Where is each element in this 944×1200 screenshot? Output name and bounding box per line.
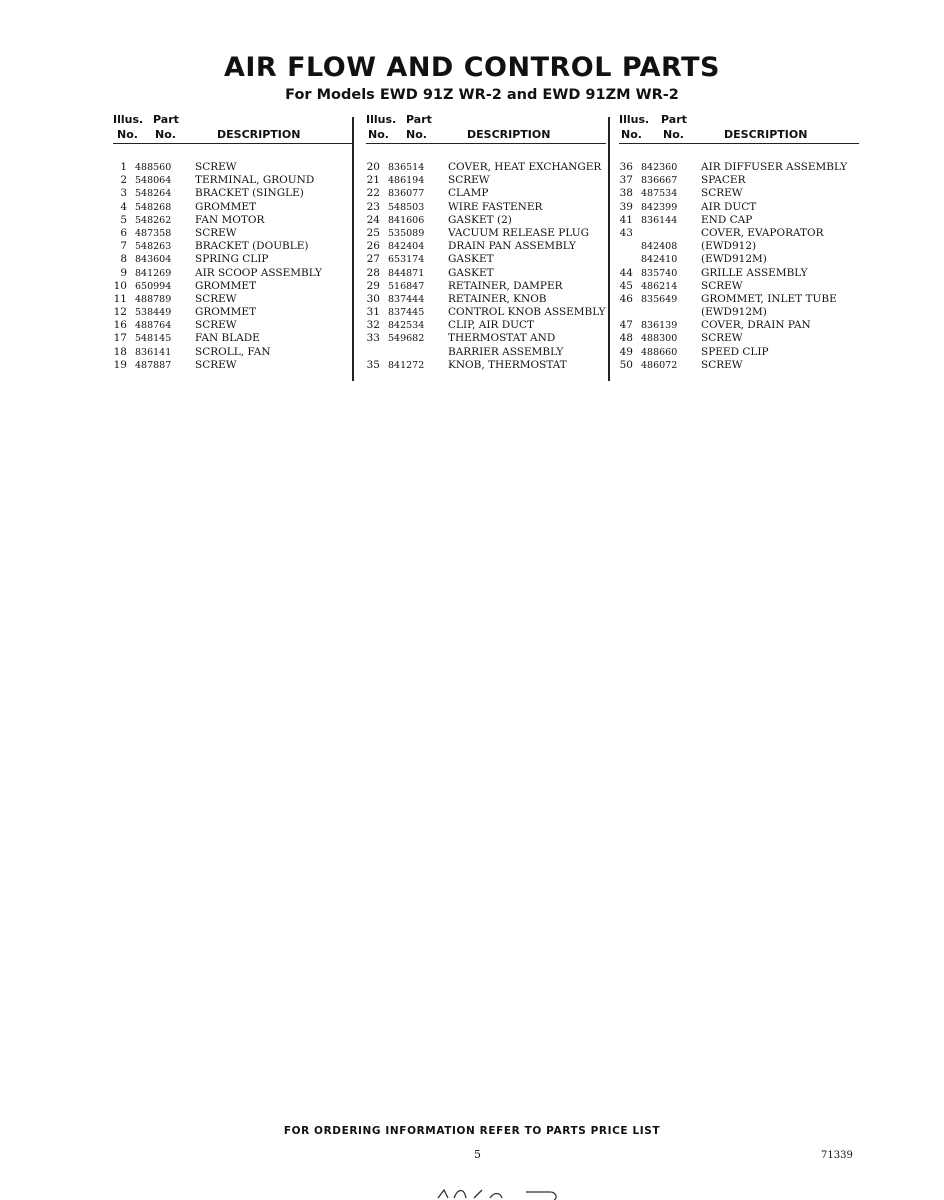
part-no: 488789 — [135, 293, 172, 305]
part-no: 837445 — [388, 307, 425, 319]
illus-no: 33 — [366, 332, 380, 345]
header-part: Part — [153, 113, 179, 126]
part-description: GROMMET — [195, 200, 257, 213]
parts-row — [113, 346, 353, 359]
part-description: BARRIER ASSEMBLY — [448, 345, 564, 358]
parts-row — [366, 253, 611, 266]
illus-no: 50 — [619, 358, 633, 371]
part-description: GASKET — [448, 266, 494, 279]
illus-no: 20 — [366, 161, 380, 173]
parts-row — [619, 319, 859, 332]
ordering-info-footer: FOR ORDERING INFORMATION REFER TO PARTS PRICE LIST — [283, 1125, 661, 1137]
parts-row — [113, 187, 353, 200]
part-description: AIR DUCT — [701, 200, 757, 213]
parts-row — [619, 306, 859, 319]
parts-row — [113, 214, 353, 227]
header-illus-no: No. — [368, 128, 389, 141]
header-part: Part — [661, 113, 687, 126]
part-no: 486194 — [388, 175, 425, 187]
illus-no: 28 — [366, 266, 380, 279]
part-no: 836077 — [388, 188, 425, 200]
part-no: 488764 — [135, 320, 172, 332]
part-no: 549682 — [388, 333, 425, 345]
parts-row — [619, 201, 859, 214]
part-description: SCREW — [195, 226, 237, 239]
illus-no: 6 — [120, 226, 127, 239]
part-description: SPRING CLIP — [195, 253, 269, 266]
parts-row — [619, 267, 859, 280]
parts-column-1 — [113, 113, 353, 371]
column-header — [619, 113, 859, 143]
parts-row — [619, 187, 859, 200]
parts-row — [366, 359, 611, 372]
parts-row — [366, 161, 611, 174]
illus-no: 24 — [366, 213, 380, 226]
parts-row — [619, 293, 859, 306]
parts-row — [113, 280, 353, 293]
parts-row — [619, 161, 859, 174]
parts-row — [366, 227, 611, 240]
illus-no: 8 — [120, 253, 127, 266]
header-description: DESCRIPTION — [467, 128, 551, 141]
part-description: BRACKET (SINGLE) — [195, 187, 304, 200]
header-part-no: No. — [155, 128, 176, 141]
page-subtitle: For Models EWD 91Z WR-2 and EWD 91ZM WR-2 — [285, 87, 679, 103]
header-part-no: No. — [406, 128, 427, 141]
part-no: 548263 — [135, 241, 172, 253]
parts-row — [113, 332, 353, 345]
part-no: 538449 — [135, 307, 172, 319]
illus-no: 44 — [619, 266, 633, 279]
parts-row — [113, 253, 353, 266]
header-part: Part — [406, 113, 432, 126]
part-no: 836144 — [641, 214, 678, 226]
part-description: (EWD912M) — [701, 253, 767, 266]
illus-no: 7 — [120, 240, 127, 253]
parts-row — [113, 267, 353, 280]
part-description: SCREW — [195, 358, 237, 371]
illus-no: 26 — [366, 240, 380, 253]
parts-row — [366, 187, 611, 200]
parts-row — [619, 332, 859, 345]
part-no: 841272 — [388, 359, 425, 371]
illus-no: 37 — [619, 174, 633, 187]
column-header — [366, 113, 611, 143]
part-no: 836667 — [641, 175, 678, 187]
part-description: THERMOSTAT AND — [448, 332, 556, 345]
parts-row — [113, 174, 353, 187]
illus-no: 4 — [120, 200, 127, 213]
part-no: 535089 — [388, 227, 425, 239]
part-no: 836139 — [641, 320, 678, 332]
part-no: 548262 — [135, 214, 172, 226]
header-underline — [113, 143, 353, 144]
illus-no: 25 — [366, 226, 380, 239]
part-description: SCROLL, FAN — [195, 345, 271, 358]
parts-row — [619, 227, 859, 240]
part-description: SCREW — [701, 279, 743, 292]
parts-row — [366, 306, 611, 319]
part-description: SCREW — [701, 332, 743, 345]
illus-no: 32 — [366, 319, 380, 332]
page-number: 5 — [474, 1148, 481, 1161]
parts-row — [113, 293, 353, 306]
document-number: 71339 — [821, 1150, 853, 1161]
part-no: 487534 — [641, 188, 678, 200]
part-no: 650994 — [135, 280, 172, 292]
part-no: 841606 — [388, 214, 425, 226]
header-illus: Illus. — [113, 113, 144, 126]
illus-no: 30 — [366, 292, 380, 305]
parts-row — [366, 319, 611, 332]
parts-row — [366, 214, 611, 227]
illus-no: 11 — [113, 292, 127, 305]
part-no: 842404 — [388, 241, 425, 253]
parts-column-3 — [619, 113, 859, 371]
illus-no: 1 — [120, 161, 127, 173]
illus-no: 9 — [120, 266, 127, 279]
part-no: 653174 — [388, 254, 425, 266]
part-description: SPACER — [701, 174, 746, 187]
illus-no: 39 — [619, 200, 633, 213]
part-no: 488660 — [641, 346, 678, 358]
illus-no: 23 — [366, 200, 380, 213]
part-description: WIRE FASTENER — [448, 200, 543, 213]
header-illus-no: No. — [117, 128, 138, 141]
parts-row — [366, 280, 611, 293]
part-description: SCREW — [701, 187, 743, 200]
illus-no: 10 — [113, 279, 127, 292]
part-description: VACUUM RELEASE PLUG — [448, 226, 589, 239]
illus-no: 45 — [619, 279, 633, 292]
part-no: 835649 — [641, 293, 678, 305]
illus-no: 36 — [619, 161, 633, 173]
column-divider — [608, 117, 610, 381]
part-no: 843604 — [135, 254, 172, 266]
parts-row — [366, 240, 611, 253]
parts-row — [113, 306, 353, 319]
part-description: GROMMET, INLET TUBE — [701, 292, 837, 305]
header-illus: Illus. — [366, 113, 397, 126]
parts-row — [366, 346, 611, 359]
header-description: DESCRIPTION — [217, 128, 301, 141]
header-illus: Illus. — [619, 113, 650, 126]
part-no: 487358 — [135, 227, 172, 239]
part-no: 836514 — [388, 162, 425, 173]
illus-no: 41 — [619, 213, 633, 226]
part-no: 548268 — [135, 201, 172, 213]
part-no: 841269 — [135, 267, 172, 279]
page-title: AIR FLOW AND CONTROL PARTS — [223, 52, 721, 83]
part-description: CLAMP — [448, 187, 489, 200]
part-no: 837444 — [388, 293, 425, 305]
part-description: RETAINER, DAMPER — [448, 279, 563, 292]
parts-row — [619, 346, 859, 359]
illus-no: 2 — [120, 174, 127, 187]
part-no: 842408 — [641, 241, 678, 253]
part-no: 516847 — [388, 280, 425, 292]
part-no: 488300 — [641, 333, 678, 345]
part-description: CLIP, AIR DUCT — [448, 319, 535, 332]
part-no: 548064 — [135, 175, 172, 187]
part-no: 487887 — [135, 359, 172, 371]
parts-list — [619, 161, 859, 372]
part-description: (EWD912) — [701, 240, 757, 253]
part-no: 486072 — [641, 359, 678, 371]
part-description: (EWD912M) — [701, 306, 767, 319]
illus-no: 5 — [120, 213, 127, 226]
parts-row — [366, 293, 611, 306]
parts-row — [366, 267, 611, 280]
illus-no: 17 — [113, 332, 127, 345]
illus-no: 49 — [619, 345, 633, 358]
part-description: GROMMET — [195, 279, 257, 292]
part-description: SCREW — [195, 161, 237, 173]
part-description: KNOB, THERMOSTAT — [448, 358, 567, 371]
part-no: 844871 — [388, 267, 425, 279]
part-description: CONTROL KNOB ASSEMBLY — [448, 306, 606, 319]
part-description: SCREW — [195, 319, 237, 332]
part-description: BRACKET (DOUBLE) — [195, 240, 309, 253]
part-description: COVER, HEAT EXCHANGER — [448, 161, 602, 173]
part-description: GASKET — [448, 253, 494, 266]
part-no: 548503 — [388, 201, 425, 213]
part-description: COVER, DRAIN PAN — [701, 319, 811, 332]
part-no: 486214 — [641, 280, 678, 292]
parts-row — [113, 319, 353, 332]
part-no: 842399 — [641, 201, 678, 213]
part-description: FAN BLADE — [195, 332, 260, 345]
parts-row — [619, 174, 859, 187]
part-description: DRAIN PAN ASSEMBLY — [448, 240, 576, 253]
parts-column-2 — [366, 113, 611, 371]
part-description: AIR SCOOP ASSEMBLY — [195, 266, 322, 279]
part-description: SCREW — [195, 292, 237, 305]
part-no: 842534 — [388, 320, 425, 332]
part-description: GASKET (2) — [448, 213, 512, 226]
column-divider — [352, 117, 354, 381]
header-underline — [619, 143, 859, 144]
illus-no: 19 — [113, 358, 127, 371]
parts-list — [366, 161, 611, 372]
parts-row — [113, 201, 353, 214]
handwritten-mark — [430, 1186, 570, 1200]
part-description: END CAP — [701, 213, 753, 226]
parts-row — [619, 253, 859, 266]
parts-row — [619, 240, 859, 253]
parts-row — [619, 214, 859, 227]
illus-no: 21 — [366, 174, 380, 187]
illus-no: 31 — [366, 306, 380, 319]
parts-row — [366, 174, 611, 187]
part-no: 835740 — [641, 267, 678, 279]
illus-no: 48 — [619, 332, 633, 345]
illus-no: 3 — [120, 187, 127, 200]
illus-no: 27 — [366, 253, 380, 266]
illus-no: 16 — [113, 319, 127, 332]
illus-no: 47 — [619, 319, 633, 332]
parts-row — [113, 359, 353, 372]
parts-row — [366, 201, 611, 214]
part-description: TERMINAL, GROUND — [195, 174, 315, 187]
illus-no: 46 — [619, 292, 633, 305]
parts-row — [113, 240, 353, 253]
header-underline — [366, 143, 606, 144]
parts-row — [113, 161, 353, 174]
illus-no: 12 — [113, 306, 127, 319]
illus-no: 38 — [619, 187, 633, 200]
part-no: 842360 — [641, 162, 678, 173]
parts-row — [619, 359, 859, 372]
part-no: 836141 — [135, 346, 172, 358]
part-no: 548264 — [135, 188, 172, 200]
parts-list — [113, 161, 353, 372]
part-description: SCREW — [701, 358, 743, 371]
part-no: 548145 — [135, 333, 172, 345]
illus-no: 35 — [366, 358, 380, 371]
illus-no: 18 — [113, 345, 127, 358]
part-no: 488560 — [135, 162, 172, 173]
part-description: GROMMET — [195, 306, 257, 319]
part-description: GRILLE ASSEMBLY — [701, 266, 808, 279]
part-no: 842410 — [641, 254, 678, 266]
parts-row — [619, 280, 859, 293]
column-header — [113, 113, 353, 143]
parts-row — [366, 332, 611, 345]
header-illus-no: No. — [621, 128, 642, 141]
part-description: COVER, EVAPORATOR — [701, 226, 824, 239]
illus-no: 29 — [366, 279, 380, 292]
illus-no: 43 — [619, 226, 633, 239]
part-description: SCREW — [448, 174, 490, 187]
part-description: FAN MOTOR — [195, 213, 265, 226]
illus-no: 22 — [366, 187, 380, 200]
parts-row — [113, 227, 353, 240]
header-part-no: No. — [663, 128, 684, 141]
part-description: SPEED CLIP — [701, 345, 769, 358]
header-description: DESCRIPTION — [724, 128, 808, 141]
part-description: AIR DIFFUSER ASSEMBLY — [701, 161, 848, 173]
part-description: RETAINER, KNOB — [448, 292, 547, 305]
